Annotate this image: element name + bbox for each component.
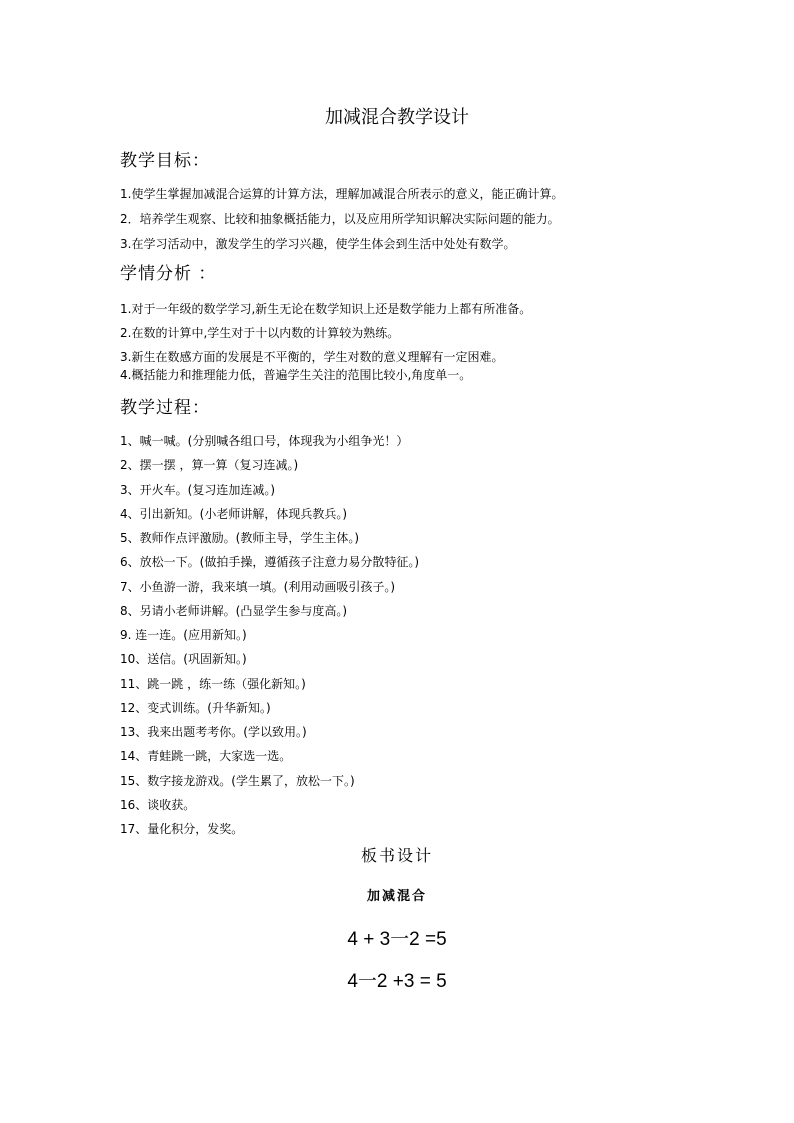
document-title: 加减混合教学设计: [325, 107, 469, 128]
process-step: 5、教师作点评激励。(教师主导，学生主体。): [120, 531, 359, 545]
process-step: 16、谈收获。: [120, 797, 196, 812]
goal-item: 2．培养学生观察、比较和抽象概括能力，以及应用所学知识解决实际问题的能力。: [120, 212, 560, 226]
process-step: 4、引出新知。(小老师讲解，体现兵教兵。): [120, 506, 347, 521]
goal-item: 1.使学生掌握加减混合运算的计算方法，理解加减混合所表示的意义，能正确计算。: [120, 187, 564, 201]
process-step: 10、送信。(巩固新知。): [120, 652, 247, 667]
process-step: 14、青蛙跳一跳，大家选一选。: [120, 749, 292, 764]
goal-item: 3.在学习活动中，激发学生的学习兴趣，使学生体会到生活中处处有数学。: [120, 237, 516, 251]
goals-heading: 教学目标：: [120, 151, 210, 171]
process-step: 1、喊一喊。(分别喊各组口号，体现我为小组争光！）: [120, 434, 409, 448]
process-step: 13、我来出题考考你。(学以致用。): [120, 725, 307, 739]
process-step: 2、摆一摆 ，算一算（复习连减。): [120, 458, 299, 473]
process-step: 8、另请小老师讲解。(凸显学生参与度高。): [120, 603, 347, 618]
process-step: 15、数字接龙游戏。(学生累了，放松一下。): [120, 773, 355, 788]
process-step: 9. 连一连。(应用新知。): [120, 628, 247, 642]
board-equation: 4 + 3一2 =5: [347, 929, 447, 950]
process-step: 7、小鱼游一游，我来填一填。(利用动画吸引孩子。): [120, 579, 396, 594]
analysis-list: [120, 299, 531, 389]
process-list: [120, 431, 419, 843]
analysis-item: 4.概括能力和推理能力低，普遍学生关注的范围比较小,角度单一。: [120, 368, 472, 382]
process-step: 11、跳一跳 ，练一练（强化新知。): [120, 676, 306, 691]
process-step: 6、放松一下。(做拍手操，遵循孩子注意力易分散特征。): [120, 555, 420, 570]
process-step: 12、变式训练。(升华新知。): [120, 700, 271, 715]
analysis-item: 1.对于一年级的数学学习,新生无论在数学知识上还是数学能力上都有所准备。: [120, 302, 532, 316]
analysis-item: 2.在数的计算中,学生对于十以内数的计算较为熟练。: [120, 326, 400, 340]
board-design-title: 板书设计: [360, 846, 433, 865]
analysis-heading: 学情分析 ：: [120, 264, 217, 284]
goals-list: [120, 184, 563, 259]
process-step: 3、开火车。(复习连加连减。): [120, 482, 275, 497]
board-equation: 4一2 +3 = 5: [347, 971, 447, 992]
analysis-item: 3.新生在数感方面的发展是不平衡的，学生对数的意义理解有一定困难。: [120, 350, 504, 364]
process-step: 17、量化积分，发奖。: [120, 822, 244, 836]
board-design-subtitle: 加减混合: [366, 889, 427, 904]
process-heading: 教学过程：: [120, 398, 210, 418]
